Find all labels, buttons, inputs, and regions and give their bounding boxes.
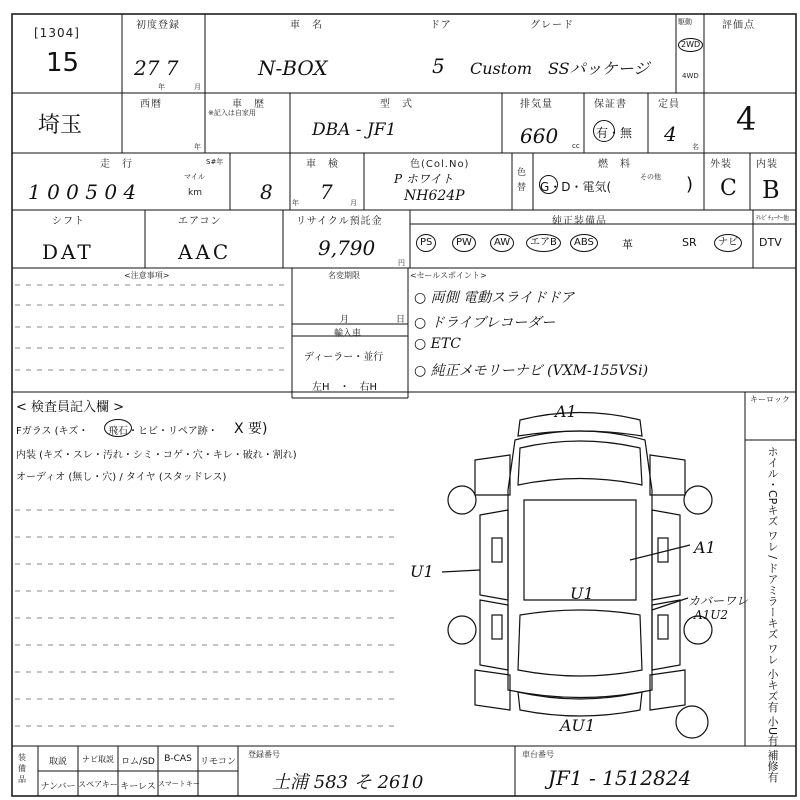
glass-line-rest: 飛石・ヒビ・リペア跡・ <box>108 426 218 437</box>
glass-line-prefix: Fガラス (キズ・ <box>16 426 89 437</box>
grade-label: グレード <box>530 20 574 31</box>
color-name: P ホワイト <box>394 172 454 186</box>
inspection-month: 7 <box>320 180 333 204</box>
bcas-label: B-CAS <box>164 754 192 764</box>
first-reg-value: 27 7 <box>134 56 179 80</box>
chassis-value: JF1 - 1512824 <box>548 766 692 790</box>
key-lock-label: キーロック <box>750 395 790 404</box>
reg-number-label: 登録番号 <box>248 750 280 759</box>
disc-label: ロム/SD <box>121 757 155 767</box>
name-change-label: 名変期限 <box>328 271 360 280</box>
navi-manual-label: ナビ取説 <box>82 755 114 764</box>
seireki-label: 西暦 <box>140 99 162 110</box>
model-label: 型 式 <box>380 99 413 110</box>
displacement-label: 排気量 <box>520 99 553 110</box>
score-label: 評価点 <box>722 20 755 31</box>
equipment-navi: ナビ <box>714 234 742 252</box>
aircon-value: AAC <box>178 240 232 264</box>
cc-unit: cc <box>572 142 580 150</box>
mark-left: U1 <box>410 562 434 581</box>
fuel-circle <box>539 175 558 194</box>
equipment-leather: 革 <box>622 238 633 251</box>
month-unit: 月 <box>194 83 201 91</box>
manual-label: 取説 <box>48 757 67 767</box>
prefecture-value: 埼玉 <box>38 113 83 138</box>
name-change-month: 月 <box>340 315 350 325</box>
mark-bumper: カバーワレ <box>688 594 749 608</box>
capacity-label: 定員 <box>658 99 680 110</box>
fuel-other: その他 <box>640 173 661 181</box>
name-change-day: 日 <box>396 315 406 325</box>
warranty-circle <box>593 120 615 142</box>
door-value: 5 <box>432 54 445 78</box>
recycle-value: 9,790 <box>318 236 376 260</box>
number-label: ナンバー <box>40 782 76 792</box>
inspection-year-unit: 年 <box>292 199 299 207</box>
exterior-label: 外装 <box>710 159 732 170</box>
recycle-label: リサイクル預託金 <box>296 216 383 227</box>
inspection-month-unit: 月 <box>350 199 357 207</box>
color-label: 色(Col.No) <box>410 159 470 170</box>
yen-unit: 円 <box>398 259 405 267</box>
tv-tuner-label: ﾃﾚﾋﾞﾁｭｰﾅｰ他 <box>756 215 790 222</box>
mark-roof: U1 <box>570 584 594 603</box>
equipment-abs: ABS <box>570 234 598 252</box>
score-value: 4 <box>736 100 757 138</box>
inspection-label: 車 検 <box>306 159 339 170</box>
equipment-ps: PS <box>416 234 436 252</box>
fuel-value: G・D・電気( <box>540 180 612 194</box>
first-reg-label: 初度登録 <box>136 20 180 31</box>
capacity-value: 4 <box>664 122 677 146</box>
smart-key-label: スマートキー <box>158 780 200 788</box>
mile-unit: マイル <box>184 173 205 181</box>
equipment-aw: AW <box>490 234 514 252</box>
mark-right: A1 <box>694 538 716 557</box>
equipment-airbag: エアB <box>526 234 561 252</box>
lot-number: 15 <box>46 48 80 78</box>
car-name-value: N-BOX <box>258 56 328 80</box>
equipment-pw: PW <box>452 234 476 252</box>
mark-rear: AU1 <box>560 716 596 735</box>
mileage-value: 1 0 0 5 0 4 <box>28 180 137 204</box>
equipment-sr: SR <box>682 236 697 249</box>
fuel-close: ) <box>686 174 694 195</box>
glass-chip-circle <box>104 419 132 437</box>
sales-point-1: ○ 両側 電動スライドドア <box>414 290 575 306</box>
grade-value: Custom SSパッケージ <box>470 59 650 78</box>
interior-label: 内装 <box>756 159 778 170</box>
drive-label: 駆動 <box>678 18 692 26</box>
notes-label: <注意事項> <box>124 271 170 280</box>
exterior-value: C <box>720 176 737 201</box>
equipment-label: 純正装備品 <box>552 216 607 227</box>
seireki-year-unit: 年 <box>194 143 201 151</box>
keyless-label: キーレス <box>120 782 156 792</box>
spare-key-label: スペアキー <box>78 780 118 789</box>
person-unit: 名 <box>692 143 699 151</box>
sales-point-3: ○ ETC <box>414 336 461 352</box>
records-label: 装備品 <box>18 753 26 784</box>
chassis-label: 車台番号 <box>522 750 554 759</box>
drive-4wd: 4WD <box>682 72 699 80</box>
drive-2wd-circled: 2WD <box>678 38 703 52</box>
color-change-label: 色替 <box>517 168 527 193</box>
mileage-label: 走 行 <box>100 159 133 170</box>
import-value: ディーラー・並行 <box>304 352 384 363</box>
s-no-label: S#年 <box>206 158 224 166</box>
warranty-label: 保証書 <box>594 99 627 110</box>
inspector-title: < 検査員記入欄 > <box>16 400 125 415</box>
sales-point-2: ○ ドライブレコーダー <box>414 315 556 331</box>
history-label: 車 歴 <box>232 99 265 110</box>
lot-label: [1304] <box>34 26 80 40</box>
fuel-label: 燃 料 <box>598 159 631 170</box>
equipment-row <box>410 224 796 268</box>
car-name-label: 車 名 <box>290 20 323 31</box>
mark-front: A1 <box>555 402 577 421</box>
km-unit: km <box>188 188 202 198</box>
audio-tire-line: オーディオ (無し・穴) / タイヤ (スタッドレス) <box>16 472 227 483</box>
sales-label: <セールスポイント> <box>410 271 487 280</box>
shift-value: DAT <box>42 240 94 264</box>
interior-line: 内装 (キズ・スレ・汚れ・シミ・コゲ・穴・キレ・破れ・割れ) <box>16 450 297 461</box>
aircon-label: エアコン <box>178 216 222 227</box>
door-label: ドア <box>430 20 452 31</box>
model-value: DBA - JF1 <box>312 120 397 140</box>
reg-number-value: 土浦 583 そ 2610 <box>272 772 424 793</box>
year-unit: 年 <box>158 83 165 91</box>
import-label: 輸入車 <box>334 329 362 339</box>
interior-value: B <box>762 176 780 204</box>
remote-label: リモコン <box>199 757 236 767</box>
equipment-dtv: DTV <box>759 236 782 249</box>
inspection-year: 8 <box>260 180 273 204</box>
handle-value: 左H ・ 右H <box>312 382 378 393</box>
shift-label: シフト <box>52 216 85 227</box>
history-note: ※記入は自家用 <box>208 109 256 117</box>
car-damage-diagram <box>420 400 740 745</box>
color-number: NH624P <box>404 188 465 204</box>
mark-bumper-code: A1U2 <box>694 608 729 622</box>
inspector-side-text: ホイル・CPキズ ワレ / ドアミラーキズ ワレ 小キズ有 小U有 補修有 <box>766 446 779 783</box>
warranty-value: 有・無 <box>596 126 633 140</box>
sales-point-4: ○ 純正メモリーナビ (VXM-155VSi) <box>414 363 649 379</box>
displacement-value: 660 <box>520 124 559 148</box>
glass-x-required: X 要) <box>234 421 268 437</box>
